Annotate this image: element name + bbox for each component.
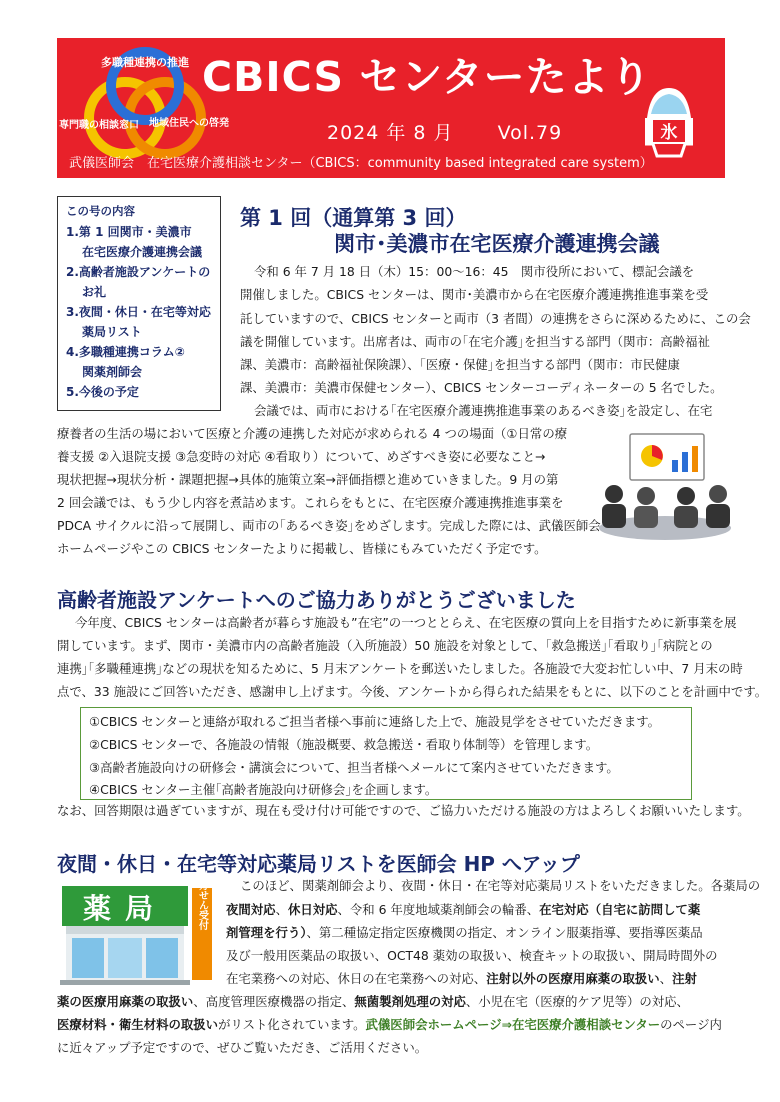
shaved-ice-icon xyxy=(641,84,697,158)
logo-text-1: 多職種連携の推進 xyxy=(101,56,189,69)
body-text: 、 xyxy=(275,902,288,917)
section2-line: 点で、33 施設にご回答いただき、感謝申し上げます。今後、アンケートから得られた結果をもとに、以下のことを計画中です。 xyxy=(57,684,768,699)
contents-title: この号の内容 xyxy=(66,204,135,218)
body-text: 、令和 6 年度地域薬剤師会の輪番、 xyxy=(337,902,540,917)
section1-line: 現状把握→現状分析・課題把握→具体的施策立案→評価指標と進めていきました。9 月の第 xyxy=(57,472,559,487)
bold-text: 無菌製剤処理の対応 xyxy=(354,994,466,1009)
logo-text-3: 地域住民への啓発 xyxy=(149,118,229,129)
section1-heading-line1: 第 1 回（通算第 3 回） xyxy=(240,206,467,230)
bold-text: 薬の医療用麻薬の取扱い xyxy=(57,994,194,1009)
issue-volume: Vol.79 xyxy=(497,122,563,144)
bold-text: 剤管理を行う） xyxy=(226,925,307,940)
pharmacy-illustration xyxy=(60,870,226,986)
body-text: 、 xyxy=(659,971,673,986)
bold-text: 注射以外の医療用麻薬の取扱い xyxy=(486,971,660,986)
plan-box xyxy=(80,707,692,800)
section3-line: 及び一般用医薬品の取扱い、OCT48 薬効の取扱い、検査キットの取扱い、開局時間外の xyxy=(226,948,718,963)
contents-item: お礼 xyxy=(82,285,107,299)
contents-item: 関薬剤師会 xyxy=(82,365,143,379)
bold-text: 夜間対応 xyxy=(226,902,276,917)
body-text: 在宅業務への対応、休日の在宅業務への対応、 xyxy=(226,971,487,986)
section3-line xyxy=(226,924,703,942)
section1-line: PDCA サイクルに沿って展開し、両市の｢あるべき姿｣をめざします。完成した際には、武儀医師会 xyxy=(57,518,601,533)
section1-line: 会議では、両市における｢在宅医療介護連携推進事業のあるべき姿｣を設定し、在宅 xyxy=(254,403,713,418)
section3-line xyxy=(226,970,697,988)
contents-item: 1.第 1 回関市・美濃市 xyxy=(66,225,192,239)
cbics-logo xyxy=(59,44,229,162)
header-banner xyxy=(57,38,725,178)
section3-line xyxy=(226,901,700,919)
logo-text-2: 専門職の相談窓口 xyxy=(59,120,139,131)
issue-date: 2024 年 8 月 xyxy=(327,122,454,144)
section3-line: このほど、関薬剤師会より、夜間・休日・在宅等対応薬局リストをいただきました。各薬局の xyxy=(240,878,761,893)
section2-closing: なお、回答期限は過ぎていますが、現在も受け付け可能ですので、ご協力いただける施設の方はよろしくお願いいたします。 xyxy=(57,803,750,818)
plan-item: ①CBICS センターと連絡が取れるご担当者様へ事前に連絡した上で、施設見学をさせていただきます。 xyxy=(89,714,661,729)
section1-line: 議を開催しています。出席者は、両市の｢在宅介護｣を担当する部門（関市：高齢福祉 xyxy=(240,334,710,349)
contents-item: 4.多職種連携コラム② xyxy=(66,345,185,359)
contents-box xyxy=(57,196,221,411)
contents-item: 3.夜間・休日・在宅等対応 xyxy=(66,305,211,319)
header-subtitle: 武儀医師会 在宅医療介護相談センター（CBICS：community based integrated care system） xyxy=(69,156,653,171)
bold-text: 注射 xyxy=(672,971,697,986)
section1-heading-line2: 関市･美濃市在宅医療介護連携会議 xyxy=(334,232,660,256)
plan-item: ③高齢者施設向けの研修会・講演会について、担当者様へメールにて案内させていただきます。 xyxy=(89,760,619,775)
pharmacy-sign-text: 薬局 xyxy=(82,892,168,925)
contents-item: 在宅医療介護連携会議 xyxy=(82,245,203,259)
body-text: 、小児在宅（医療的ケア児等）の対応、 xyxy=(465,994,689,1009)
section1-line: 令和 6 年 7 月 18 日（木）15：00〜16：45 関市役所において、標記会議を xyxy=(254,264,695,279)
section1-line: 課、美濃市：美濃市保健センター）、CBICS センターコーディネーターの 5 名でした。 xyxy=(240,380,723,395)
contents-item: 5.今後の予定 xyxy=(66,385,139,399)
section2-heading: 高齢者施設アンケートへのご協力ありがとうございました xyxy=(57,588,576,612)
contents-item: 2.高齢者施設アンケートの xyxy=(66,265,211,279)
section1-line: 託していますので、CBICS センターと両市（3 者間）の連携をさらに深めるために、この会 xyxy=(240,311,751,326)
section1-line: 開催しました。CBICS センターは、関市･美濃市から在宅医療介護連携推進事業を受 xyxy=(240,287,709,302)
bold-text: 医療材料・衛生材料の取扱い xyxy=(57,1017,219,1032)
section3-line: に近々アップ予定ですので、ぜひご覧いただき、ご活用ください。 xyxy=(57,1040,428,1055)
section2-line: 連携｣｢多職種連携｣などの現状を知るために、5 月末アンケートを郵送いたしました。各施設で大変お忙しい中、7 月末の時 xyxy=(57,661,743,676)
homepage-link-text: 武儀医師会ホームページ⇒在宅医療介護相談センター xyxy=(365,1017,661,1032)
section1-line: 療養者の生活の場において医療と介護の連携した対応が求められる 4 つの場面（①日常の療 xyxy=(57,426,568,441)
section3-line xyxy=(57,1016,722,1034)
section3-heading: 夜間・休日・在宅等対応薬局リストを医師会 HP へアップ xyxy=(57,852,580,876)
issue-info xyxy=(327,118,562,145)
body-text: のページ内 xyxy=(660,1017,722,1032)
newsletter-title: CBICS センターたより xyxy=(202,53,652,101)
section1-line: 課、美濃市：高齢福祉保険課）、｢医療・保健｣を担当する部門（関市：市民健康 xyxy=(240,357,680,372)
plan-item: ④CBICS センター主催｢高齢者施設向け研修会｣を企画します。 xyxy=(89,782,438,797)
body-text: 、高度管理医療機器の指定、 xyxy=(193,994,355,1009)
plan-item: ②CBICS センターで、各施設の情報（施設概要、救急搬送・看取り体制等）を管理します。 xyxy=(89,737,599,752)
pharmacy-side-text: 処方せん受付 xyxy=(196,870,208,930)
section1-line: 養支援 ②入退院支援 ③急変時の対応 ④看取り）について、めざすべき姿に必要なこと→ xyxy=(57,449,546,464)
meeting-illustration xyxy=(590,432,740,542)
kakigori-label: 氷 xyxy=(660,123,678,143)
body-text: 、第二種協定指定医療機関の指定、オンライン服薬指導、要指導医薬品 xyxy=(306,925,703,940)
section1-line: ホームページやこの CBICS センターたよりに掲載し、皆様にもみていただく予定です。 xyxy=(57,541,547,556)
bold-text: 在宅対応（自宅に訪問して薬 xyxy=(539,902,701,917)
section3-line xyxy=(57,993,689,1011)
bold-text: 休日対応 xyxy=(287,902,338,917)
section1-line: 2 回会議では、もう少し内容を煮詰めます。これらをもとに、在宅医療介護連携推進事業を xyxy=(57,495,564,510)
contents-item: 薬局リスト xyxy=(82,325,142,339)
section2-line: 開しています。まず、関市・美濃市内の高齢者施設（入所施設）50 施設を対象として、｢救急搬送｣｢看取り｣｢病院との xyxy=(57,638,713,653)
section2-line: 今年度、CBICS センターは高齢者が暮らす施設も”在宅”の一つととらえ、在宅医療の質向上を目指すために新事業を展 xyxy=(75,615,737,630)
body-text: がリスト化されています。 xyxy=(218,1017,366,1032)
